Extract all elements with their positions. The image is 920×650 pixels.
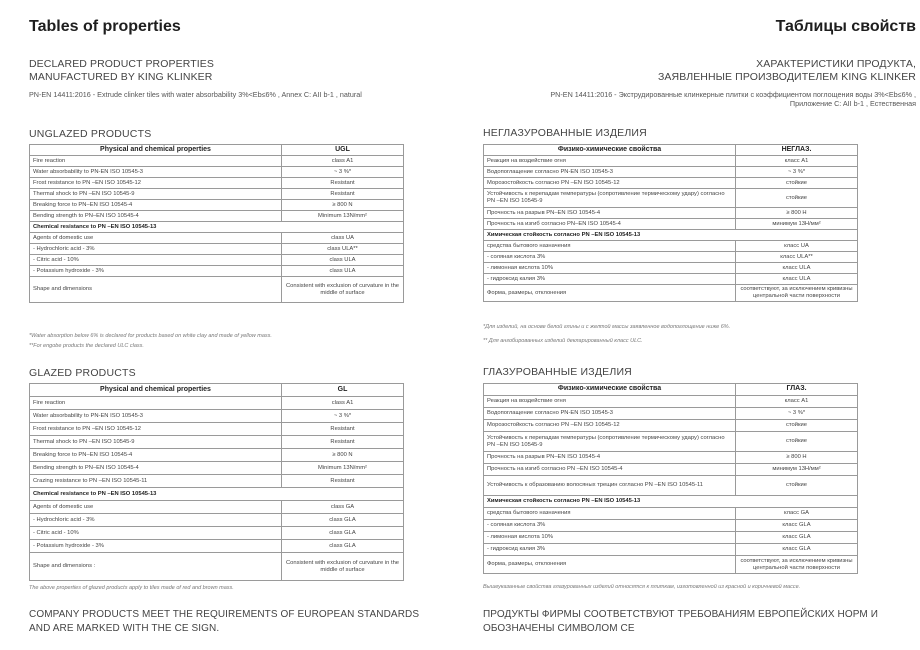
column-header-property: Физико-химические свойства xyxy=(484,145,736,156)
table-row xyxy=(30,527,404,540)
table-row xyxy=(484,476,858,496)
property-value: соответствуют, за исключением кривизны центральной части поверхности xyxy=(736,285,858,302)
property-value: ≥ 800 Н xyxy=(736,452,858,464)
glazed-note: Вышеуказанные свойства глазурованных изделий относятся к плиткам, изготовленной из красной и коричневой массе. xyxy=(483,584,801,590)
table-row xyxy=(30,178,404,189)
table-row xyxy=(484,544,858,556)
table-row xyxy=(30,222,404,233)
column-header-value: НЕГЛАЗ. xyxy=(736,145,858,156)
property-name: Морозостойкость согласно PN –EN ISO 10545-12 xyxy=(484,420,736,432)
property-name: Agents of domestic use xyxy=(30,233,282,244)
property-name: Реакция на воздействие огня xyxy=(484,396,736,408)
property-name: Water absorbability to PN-EN ISO 10545-3 xyxy=(30,167,282,178)
unglazed-heading: НЕГЛАЗУРОВАННЫЕ ИЗДЕЛИЯ xyxy=(483,127,647,139)
property-name: Bending strength to PN–EN ISO 10545-4 xyxy=(30,462,282,475)
property-value: Consistent with exclusion of curvature in the middle of surface xyxy=(282,277,404,303)
table-row xyxy=(30,501,404,514)
table-row xyxy=(30,200,404,211)
footer-statement xyxy=(29,608,429,636)
table-row xyxy=(484,556,858,574)
property-name: Устойчивость к образованию волосяных трещин согласно PN –EN ISO 10545-11 xyxy=(484,476,736,496)
property-value: класс A1 xyxy=(736,396,858,408)
property-name: Fire reaction xyxy=(30,156,282,167)
table-row xyxy=(30,436,404,449)
table-row xyxy=(30,189,404,200)
property-value: Consistent with exclusion of curvature in the middle of surface xyxy=(282,553,404,581)
property-name: Химическая стойкость согласно PN –EN ISO 10545-13 xyxy=(484,230,858,241)
property-name: Shape and dimensions xyxy=(30,277,282,303)
property-value: class ULA xyxy=(282,266,404,277)
table-row xyxy=(484,156,858,167)
table-row xyxy=(484,167,858,178)
property-value: Resistant xyxy=(282,436,404,449)
table-row xyxy=(484,252,858,263)
property-name: Прочность на изгиб согласно PN–EN ISO 10545-4 xyxy=(484,219,736,230)
table-row xyxy=(30,244,404,255)
declared-properties-heading xyxy=(658,58,916,84)
property-value: класс ULA xyxy=(736,263,858,274)
table-row xyxy=(484,178,858,189)
property-name: Breaking force to PN–EN ISO 10545-4 xyxy=(30,200,282,211)
property-name: - лимонная кислота 10% xyxy=(484,532,736,544)
property-name: - соляная кислота 3% xyxy=(484,520,736,532)
table-row xyxy=(484,219,858,230)
unglazed-note-2: **For engobe products the declared ULC class. xyxy=(29,343,144,349)
property-value: ≥ 800 N xyxy=(282,449,404,462)
property-value: ≥ 800 N xyxy=(282,200,404,211)
property-name: - Potassium hydroxide - 3% xyxy=(30,540,282,553)
property-value: Resistant xyxy=(282,423,404,436)
declared-line-2: ЗАЯВЛЕННЫЕ ПРОИЗВОДИТЕЛЕМ KING KLINKER xyxy=(657,71,916,83)
property-name: Прочность на разрыв PN–EN ISO 10545-4 xyxy=(484,208,736,219)
table-row xyxy=(30,167,404,178)
property-value: класс GLA xyxy=(736,532,858,544)
table-row xyxy=(484,241,858,252)
property-name: Thermal shock to PN –EN ISO 10545-9 xyxy=(30,189,282,200)
property-value: стойкие xyxy=(736,189,858,208)
table-row xyxy=(484,408,858,420)
table-row xyxy=(484,452,858,464)
property-value: стойкие xyxy=(736,432,858,452)
table-row xyxy=(484,432,858,452)
table-row xyxy=(484,285,858,302)
table-row xyxy=(30,211,404,222)
table-row xyxy=(484,508,858,520)
table-row xyxy=(30,410,404,423)
column-header-property: Физико-химические свойства xyxy=(484,384,736,396)
standard-reference: PN-EN 14411:2016 - Extrude clinker tiles with water absorbability 3%<Eb≤6% , Annex C: AII b-1 , natural xyxy=(29,90,362,99)
property-value: ≥ 800 Н xyxy=(736,208,858,219)
property-value: класс ULA xyxy=(736,274,858,285)
property-name: Chemical resistance to PN –EN ISO 10545-13 xyxy=(30,488,404,501)
table-row xyxy=(484,532,858,544)
property-value: ~ 3 %* xyxy=(282,167,404,178)
property-name: Frost resistance to PN –EN ISO 10545-12 xyxy=(30,178,282,189)
property-name: Форма, размеры, отклонения xyxy=(484,556,736,574)
glazed-note: The above properties of glazed products apply to tiles made of red and brown mass. xyxy=(29,585,234,591)
glazed-properties-table xyxy=(29,383,404,581)
unglazed-note-1: *Для изделий, на основе белой глины и с желтой массы заявленное водопоглощение ниже 6%. xyxy=(483,324,731,330)
property-name: Прочность на изгиб согласно PN –EN ISO 10545-4 xyxy=(484,464,736,476)
property-name: - гидроксид калия 3% xyxy=(484,274,736,285)
unglazed-note-1: *Water absorption below 6% is declared for products based on white clay and made of yellow mass. xyxy=(29,333,272,339)
property-name: Agents of domestic use xyxy=(30,501,282,514)
footer-text: ПРОДУКТЫ ФИРМЫ СООТВЕТСТВУЮТ ТРЕБОВАНИЯМ ЕВРОПЕЙСКИХ НОРМ И ОБОЗНАЧЕНЫ СИМВОЛОМ CE xyxy=(483,609,879,634)
table-row xyxy=(30,423,404,436)
property-value: class UA xyxy=(282,233,404,244)
property-name: Chemical resistance to PN –EN ISO 10545-13 xyxy=(30,222,404,233)
property-name: Bending strength to PN–EN ISO 10545-4 xyxy=(30,211,282,222)
property-name: Водопоглащение согласно PN-EN ISO 10545-3 xyxy=(484,167,736,178)
property-name: Water absorbability to PN-EN ISO 10545-3 xyxy=(30,410,282,423)
property-name: Водопоглащение согласно PN-EN ISO 10545-3 xyxy=(484,408,736,420)
property-name: Thermal shock to PN –EN ISO 10545-9 xyxy=(30,436,282,449)
property-name: Breaking force to PN–EN ISO 10545-4 xyxy=(30,449,282,462)
property-value: соответствуют, за исключением кривизны центральной части поверхности xyxy=(736,556,858,574)
standard-line-1: PN-EN 14411:2016 - Экструдированные клинкерные плитки с коэффициентом поглощения воды 3%<Eb≤6% , xyxy=(550,90,916,99)
column-header-property: Physical and chemical properties xyxy=(30,145,282,156)
property-value: класс GLA xyxy=(736,520,858,532)
table-row xyxy=(484,189,858,208)
table-row xyxy=(30,156,404,167)
declared-line-1: DECLARED PRODUCT PROPERTIES xyxy=(29,58,214,70)
footer-statement xyxy=(483,608,893,636)
unglazed-properties-table xyxy=(29,144,404,303)
property-name: Реакция на воздействие огня xyxy=(484,156,736,167)
table-row xyxy=(30,255,404,266)
table-row xyxy=(484,520,858,532)
property-value: Resistant xyxy=(282,178,404,189)
property-name: Устойчивость к перепадам температуры (сопротивление термическому удару) согласно PN –EN ISO 10545-9 xyxy=(484,432,736,452)
property-value: стойкие xyxy=(736,476,858,496)
property-name: Crazing resistance to PN –EN ISO 10545-11 xyxy=(30,475,282,488)
property-name: - Hydrochloric acid - 3% xyxy=(30,514,282,527)
property-name: Frost resistance to PN –EN ISO 10545-12 xyxy=(30,423,282,436)
unglazed-note-2: ** Для ангобированных изделий декларированный класс ULC. xyxy=(483,338,643,344)
table-row xyxy=(484,274,858,285)
property-value: минимум 13Н/мм² xyxy=(736,219,858,230)
declared-line-1: ХАРАКТЕРИСТИКИ ПРОДУКТА, xyxy=(756,58,916,70)
property-name: средства бытового назначения xyxy=(484,508,736,520)
unglazed-heading: UNGLAZED PRODUCTS xyxy=(29,128,152,140)
property-value: class GLA xyxy=(282,527,404,540)
table-row xyxy=(484,208,858,219)
column-header-value: GL xyxy=(282,384,404,397)
glazed-properties-table xyxy=(483,383,858,574)
property-value: Minimum 13N/mm² xyxy=(282,211,404,222)
column-header-value: UGL xyxy=(282,145,404,156)
property-name: - Citric acid - 10% xyxy=(30,255,282,266)
table-row xyxy=(30,475,404,488)
property-name: Fire reaction xyxy=(30,397,282,410)
property-value: class ULA** xyxy=(282,244,404,255)
property-name: Химическая стойкость согласно PN –EN ISO 10545-13 xyxy=(484,496,858,508)
property-name: Форма, размеры, отклонения xyxy=(484,285,736,302)
property-value: ~ 3 %* xyxy=(736,408,858,420)
property-name: - Potassium hydroxide - 3% xyxy=(30,266,282,277)
property-value: class A1 xyxy=(282,156,404,167)
page-english xyxy=(29,0,462,650)
table-row xyxy=(484,396,858,408)
property-name: средства бытового назначения xyxy=(484,241,736,252)
property-name: - Hydrochloric acid - 3% xyxy=(30,244,282,255)
property-value: стойкие xyxy=(736,178,858,189)
property-name: - соляная кислота 3% xyxy=(484,252,736,263)
property-value: class GA xyxy=(282,501,404,514)
property-name: Прочность на разрыв PN–EN ISO 10545-4 xyxy=(484,452,736,464)
property-value: class GLA xyxy=(282,540,404,553)
property-name: Морозостойкость согласно PN –EN ISO 10545-12 xyxy=(484,178,736,189)
property-value: class ULA xyxy=(282,255,404,266)
page-russian xyxy=(483,0,916,650)
column-header-value: ГЛАЗ. xyxy=(736,384,858,396)
unglazed-properties-table xyxy=(483,144,858,302)
table-row xyxy=(30,462,404,475)
table-row xyxy=(30,397,404,410)
table-row xyxy=(484,420,858,432)
table-row xyxy=(30,277,404,303)
property-value: Resistant xyxy=(282,189,404,200)
glazed-heading: ГЛАЗУРОВАННЫЕ ИЗДЕЛИЯ xyxy=(483,366,632,378)
standard-reference xyxy=(550,90,916,108)
table-row xyxy=(484,464,858,476)
standard-line-2: Приложение C: AII b-1 , Естественная xyxy=(789,99,916,108)
property-value: Resistant xyxy=(282,475,404,488)
property-value: ~ 3 %* xyxy=(736,167,858,178)
glazed-heading: GLAZED PRODUCTS xyxy=(29,367,136,379)
property-value: стойкие xyxy=(736,420,858,432)
property-name: Shape and dimensions : xyxy=(30,553,282,581)
property-value: класс A1 xyxy=(736,156,858,167)
table-row xyxy=(30,266,404,277)
table-row xyxy=(30,233,404,244)
table-row xyxy=(30,488,404,501)
property-value: class A1 xyxy=(282,397,404,410)
property-value: Minimum 13N/mm² xyxy=(282,462,404,475)
property-value: минимум 13Н/мм² xyxy=(736,464,858,476)
table-row xyxy=(30,553,404,581)
table-row xyxy=(484,230,858,241)
table-row xyxy=(30,540,404,553)
declared-properties-heading xyxy=(29,58,214,84)
property-name: - гидроксид калия 3% xyxy=(484,544,736,556)
property-value: класс GLA xyxy=(736,544,858,556)
property-value: класс ULA** xyxy=(736,252,858,263)
table-row xyxy=(30,449,404,462)
table-row xyxy=(484,263,858,274)
property-value: class GLA xyxy=(282,514,404,527)
page-title: Таблицы свойств xyxy=(775,18,916,35)
property-name: - Citric acid - 10% xyxy=(30,527,282,540)
page-title: Tables of properties xyxy=(29,18,181,35)
table-row xyxy=(30,514,404,527)
column-header-property: Physical and chemical properties xyxy=(30,384,282,397)
property-value: ~ 3 %* xyxy=(282,410,404,423)
property-value: класс GA xyxy=(736,508,858,520)
table-row xyxy=(484,496,858,508)
property-value: класс UA xyxy=(736,241,858,252)
property-name: Устойчивость к перепадам температуры (сопротивление термическому удару) согласно PN –EN ISO 10545-9 xyxy=(484,189,736,208)
declared-line-2: MANUFACTURED BY KING KLINKER xyxy=(29,71,213,83)
property-name: - лимонная кислота 10% xyxy=(484,263,736,274)
footer-text: COMPANY PRODUCTS MEET THE REQUIREMENTS OF EUROPEAN STANDARDS AND ARE MARKED WITH THE CE SIGN. xyxy=(29,609,420,634)
